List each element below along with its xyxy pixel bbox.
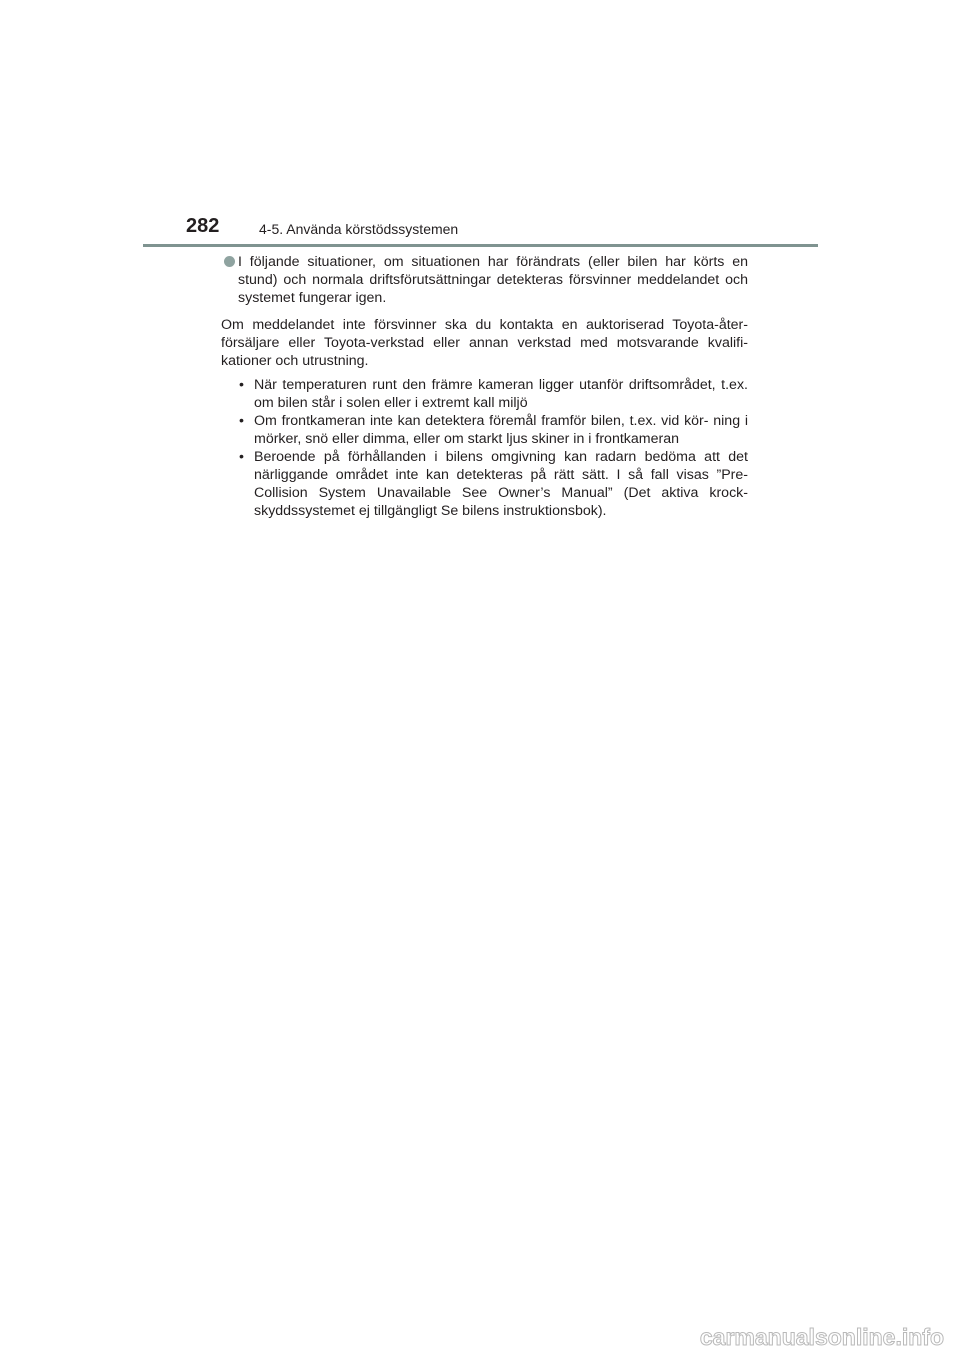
sub-bullet-list xyxy=(221,376,748,520)
bullet-dot-icon xyxy=(224,256,235,267)
list-item-text: Om frontkameran inte kan detektera föremål framför bilen, t.ex. vid kör- ning i mörker, snö eller dimma, eller om starkt ljus skiner in i frontkameran xyxy=(254,413,748,447)
page-header xyxy=(0,0,960,250)
bullet-paragraph-text: I följande situationer, om situationen har förändrats (eller bilen har körts en stund) och normala driftsförutsättningar detekteras försvinner meddelandet och systemet fungerar igen. xyxy=(238,254,748,306)
header-divider xyxy=(143,244,818,247)
bullet-icon: • xyxy=(239,377,244,393)
page-number: 282 xyxy=(186,215,220,237)
page-content xyxy=(221,253,748,520)
watermark-logo xyxy=(696,1324,946,1350)
list-item xyxy=(238,376,748,412)
bullet-icon: • xyxy=(239,413,244,429)
list-item xyxy=(238,412,748,448)
section-title: 4-5. Använda körstödssystemen xyxy=(259,221,459,237)
watermark-text: carmanualsonline.info xyxy=(699,1324,944,1350)
body-paragraph: Om meddelandet inte försvinner ska du kontakta en auktoriserad Toyota-åter- försäljare eller Toyota-verkstad eller annan verkstad med motsvarande kvalifi- kationer och utrustning. xyxy=(221,317,748,369)
bullet-icon: • xyxy=(239,449,244,465)
list-item xyxy=(238,448,748,520)
list-item-text: Beroende på förhållanden i bilens omgivning kan radarn bedöma att det närliggande området inte kan detekteras på rätt sätt. I så fall visas ”Pre- Collision System Unavailable See Owner’s Manual” (Det aktiva krock- skyddssystemet ej tillgängligt Se bilens instruktionsbok). xyxy=(254,449,748,519)
bullet-paragraph xyxy=(221,253,748,307)
list-item-text: När temperaturen runt den främre kameran ligger utanför driftsområdet, t.ex. om bilen står i solen eller i extremt kall miljö xyxy=(254,377,748,411)
